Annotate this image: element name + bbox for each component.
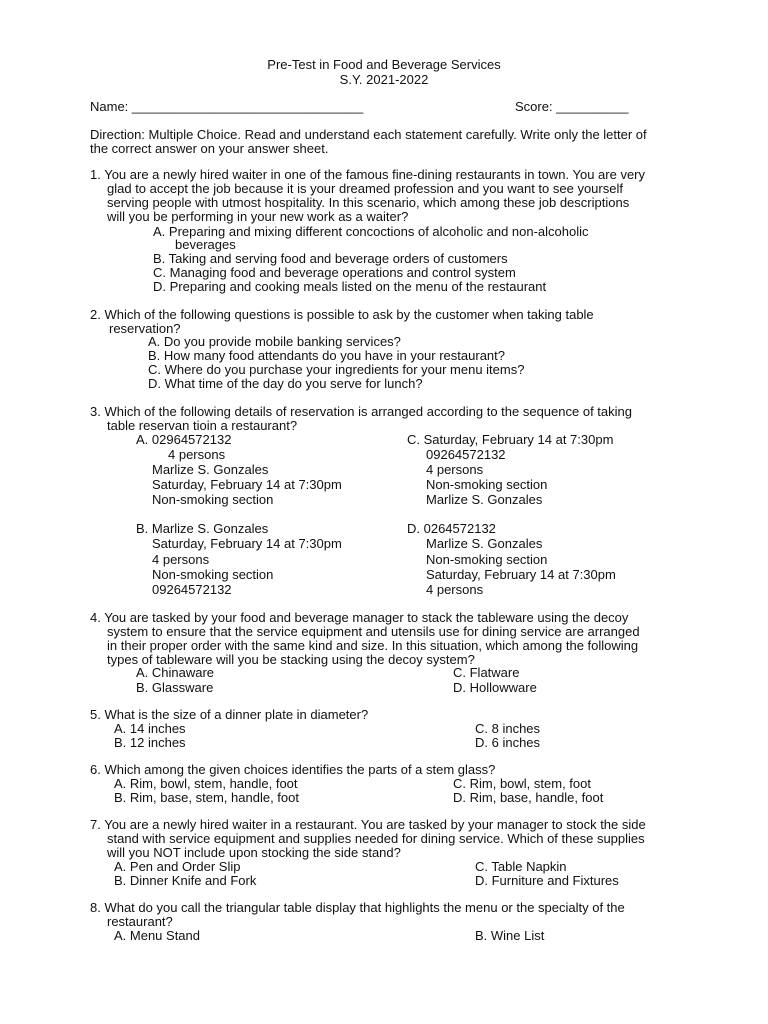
question-4-option-c: C. Flatware (453, 665, 520, 680)
question-4-line: 4. You are tasked by your food and beverage manager to stack the tableware using the decoy (90, 610, 629, 625)
question-3-option-c-detail: 4 persons (426, 462, 484, 477)
question-5-option-d: D. 6 inches (475, 735, 541, 750)
question-1-line: glad to accept the job because it is your dreamed profession and you want to see yourself (107, 181, 623, 196)
question-7-line: will you NOT include upon stocking the side stand? (107, 845, 401, 860)
question-8-option-b: B. Wine List (475, 928, 545, 943)
question-3-option-d-detail: Saturday, February 14 at 7:30pm (426, 567, 616, 582)
question-2-line: 2. Which of the following questions is possible to ask by the customer when taking table (90, 307, 594, 322)
question-1-line: serving people with utmost hospitality. In this scenario, which among these job descriptions (107, 195, 630, 210)
question-3-option-d-detail: Non-smoking section (426, 552, 548, 567)
question-7-option-d: D. Furniture and Fixtures (475, 873, 619, 888)
question-6-line: 6. Which among the given choices identifies the parts of a stem glass? (90, 762, 496, 777)
question-4-option-b: B. Glassware (136, 680, 214, 695)
question-3-option-c-detail: Marlize S. Gonzales (426, 492, 543, 507)
question-3-option-b-detail: Saturday, February 14 at 7:30pm (152, 536, 342, 551)
question-8-line: 8. What do you call the triangular table display that highlights the menu or the specialty of the (90, 900, 625, 915)
question-4-option-d: D. Hollowware (453, 680, 537, 695)
question-4-line: in their proper order with the same kind and size. In this situation, which among the following (107, 638, 639, 653)
question-6-option-c: C. Rim, bowl, stem, foot (453, 776, 591, 791)
question-6-option-a: A. Rim, bowl, stem, handle, foot (114, 776, 298, 791)
question-1-line: 1. You are a newly hired waiter in one of the famous fine-dining restaurants in town. You are very (90, 167, 646, 182)
question-7-line: 7. You are a newly hired waiter in a restaurant. You are tasked by your manager to stock the side (90, 817, 646, 832)
question-4-option-a: A. Chinaware (136, 665, 215, 680)
question-8-option-a: A. Menu Stand (114, 928, 200, 943)
question-1-option-a-cont: beverages (175, 237, 236, 252)
question-3-option-d-detail: Marlize S. Gonzales (426, 536, 543, 551)
question-8-line: restaurant? (107, 914, 173, 929)
question-3-option-c-detail: 09264572132 (426, 447, 506, 462)
question-6-option-b: B. Rim, base, stem, handle, foot (114, 790, 299, 805)
question-3-option-a-detail: Saturday, February 14 at 7:30pm (152, 477, 342, 492)
question-7-line: stand with service equipment and supplies needed for dining service. Which of these supplies (107, 831, 645, 846)
direction-line-1: Direction: Multiple Choice. Read and understand each statement carefully. Write only the letter of (90, 127, 647, 142)
question-1-line: will you be performing in your new work as a waiter? (107, 209, 409, 224)
question-2-option-c: C. Where do you purchase your ingredients for your menu items? (148, 362, 525, 377)
question-4-line: types of tableware will you be stacking using the decoy system? (107, 652, 475, 667)
question-5-line: 5. What is the size of a dinner plate in diameter? (90, 707, 369, 722)
document-title: Pre-Test in Food and Beverage Services (267, 57, 501, 72)
question-2-option-b: B. How many food attendants do you have in your restaurant? (148, 348, 505, 363)
question-3-option-b-detail: 09264572132 (152, 582, 232, 597)
question-4-line: system to ensure that the service equipment and utensils use for dining service are arranged (107, 624, 640, 639)
question-3-option-d: D. 0264572132 (407, 521, 496, 536)
question-5-option-b: B. 12 inches (114, 735, 186, 750)
question-7-option-c: C. Table Napkin (475, 859, 567, 874)
question-3-option-a-detail: Marlize S. Gonzales (152, 462, 269, 477)
question-2-option-d: D. What time of the day do you serve for lunch? (148, 376, 423, 391)
question-1-option-d: D. Preparing and cooking meals listed on the menu of the restaurant (153, 279, 547, 294)
question-7-option-a: A. Pen and Order Slip (114, 859, 241, 874)
question-2-line: reservation? (109, 321, 181, 336)
question-2-option-a: A. Do you provide mobile banking services? (148, 334, 401, 349)
question-3-option-b: B. Marlize S. Gonzales (136, 521, 269, 536)
question-3-line: 3. Which of the following details of reservation is arranged according to the sequence of taking (90, 404, 632, 419)
school-year: S.Y. 2021-2022 (339, 72, 429, 87)
question-1-option-c: C. Managing food and beverage operations and control system (153, 265, 516, 280)
question-3-option-b-detail: 4 persons (152, 552, 210, 567)
direction-line-2: the correct answer on your answer sheet. (90, 141, 329, 156)
question-3-option-c-detail: Non-smoking section (426, 477, 548, 492)
question-3-option-a-detail: Non-smoking section (152, 492, 274, 507)
name-field: Name: ________________________________ (90, 99, 364, 114)
question-7-option-b: B. Dinner Knife and Fork (114, 873, 257, 888)
question-3-option-b-detail: Non-smoking section (152, 567, 274, 582)
question-1-option-b: B. Taking and serving food and beverage orders of customers (153, 251, 508, 266)
question-5-option-a: A. 14 inches (114, 721, 186, 736)
question-3-line: table reservan tioin a restaurant? (107, 418, 298, 433)
question-1-option-a: A. Preparing and mixing different concoctions of alcoholic and non-alcoholic (153, 224, 589, 239)
question-3-option-c: C. Saturday, February 14 at 7:30pm (407, 432, 614, 447)
question-3-option-a-detail: 4 persons (168, 447, 226, 462)
score-field: Score: __________ (515, 99, 629, 114)
question-3-option-d-detail: 4 persons (426, 582, 484, 597)
question-6-option-d: D. Rim, base, handle, foot (453, 790, 604, 805)
question-3-option-a: A. 02964572132 (136, 432, 232, 447)
question-5-option-c: C. 8 inches (475, 721, 541, 736)
